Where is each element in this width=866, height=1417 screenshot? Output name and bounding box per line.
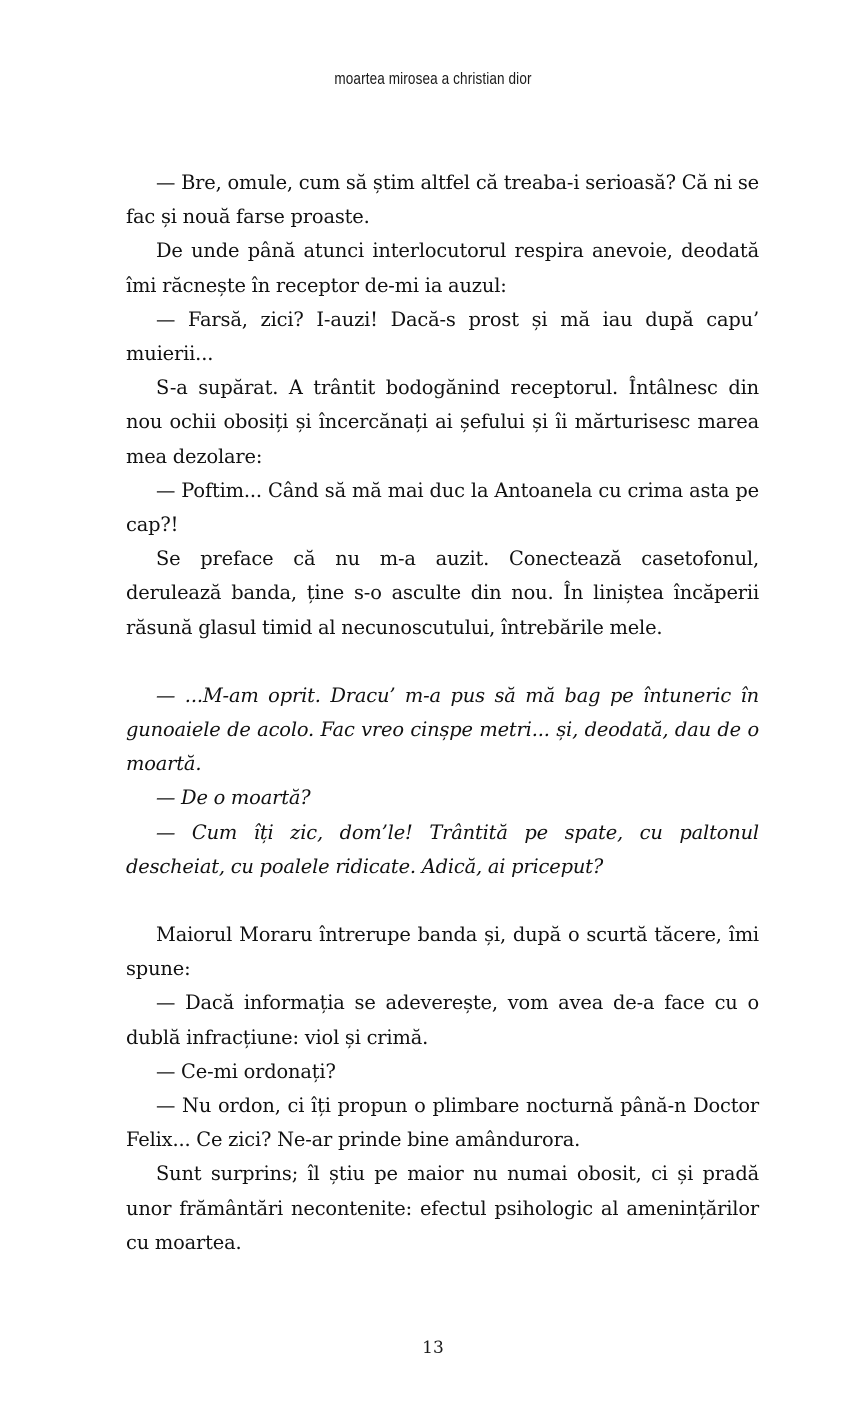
transcript-paragraph: — De o moartă? <box>156 786 311 810</box>
paragraph: Sunt surprins; îl știu pe maior nu numai obosit, ci și pradă unor frământări necontenite: efectul psihologic al amenințărilor cu moartea. <box>126 1162 759 1254</box>
paragraph: — Farsă, zici? I-auzi! Dacă-s prost și mă iau după capu’ muierii... <box>126 307 759 366</box>
transcript-paragraph: — Cum îți zic, dom’le! Trântită pe spate, cu paltonul descheiat, cu poalele ridicate. Adică, ai priceput? <box>126 820 759 878</box>
paragraph: De unde până atunci interlocutorul respira anevoie, deodată îmi răcnește în receptor de-mi ia auzul: <box>126 239 759 297</box>
paragraph: S-a supărat. A trântit bodogănind receptorul. Întâlnesc din nou ochii obosiți și încercănați ai șefului și îi mărturisesc marea mea dezolare: <box>126 376 759 468</box>
paragraph: — Bre, omule, cum să știm altfel că treaba-i serioasă? Că ni se fac și nouă farse proaste. <box>126 171 759 229</box>
paragraph: Se preface că nu m-a auzit. Conectează casetofonul, derulează banda, ține s-o asculte din nou. În liniștea încăperii răsună glasul timid al necunoscutului, întrebările mele. <box>126 547 759 639</box>
paragraph: — Dacă informația se adeverește, vom avea de-a face cu o dublă infracțiune: viol și crimă. <box>126 991 759 1049</box>
body-text-block <box>126 166 759 1260</box>
transcript-paragraph: — ...M-am oprit. Dracu’ m-a pus să mă bag pe întuneric în gunoaiele de acolo. Fac vreo cinșpe metri... și, deodată, dau de o moartă. <box>126 683 759 776</box>
page-number: 13 <box>422 1338 444 1358</box>
running-head: moartea mirosea a christian dior <box>334 70 532 88</box>
paragraph: — Nu ordon, ci îți propun o plimbare nocturnă până-n Doctor Felix... Ce zici? Ne-ar prinde bine amândurora. <box>126 1094 759 1152</box>
paragraph: Maiorul Moraru întrerupe banda și, după o scurtă tăcere, îmi spune: <box>126 923 759 981</box>
paragraph: — Poftim... Când să mă mai duc la Antoanela cu crima asta pe cap?! <box>126 478 759 537</box>
paragraph: — Ce-mi ordonați? <box>156 1059 336 1083</box>
